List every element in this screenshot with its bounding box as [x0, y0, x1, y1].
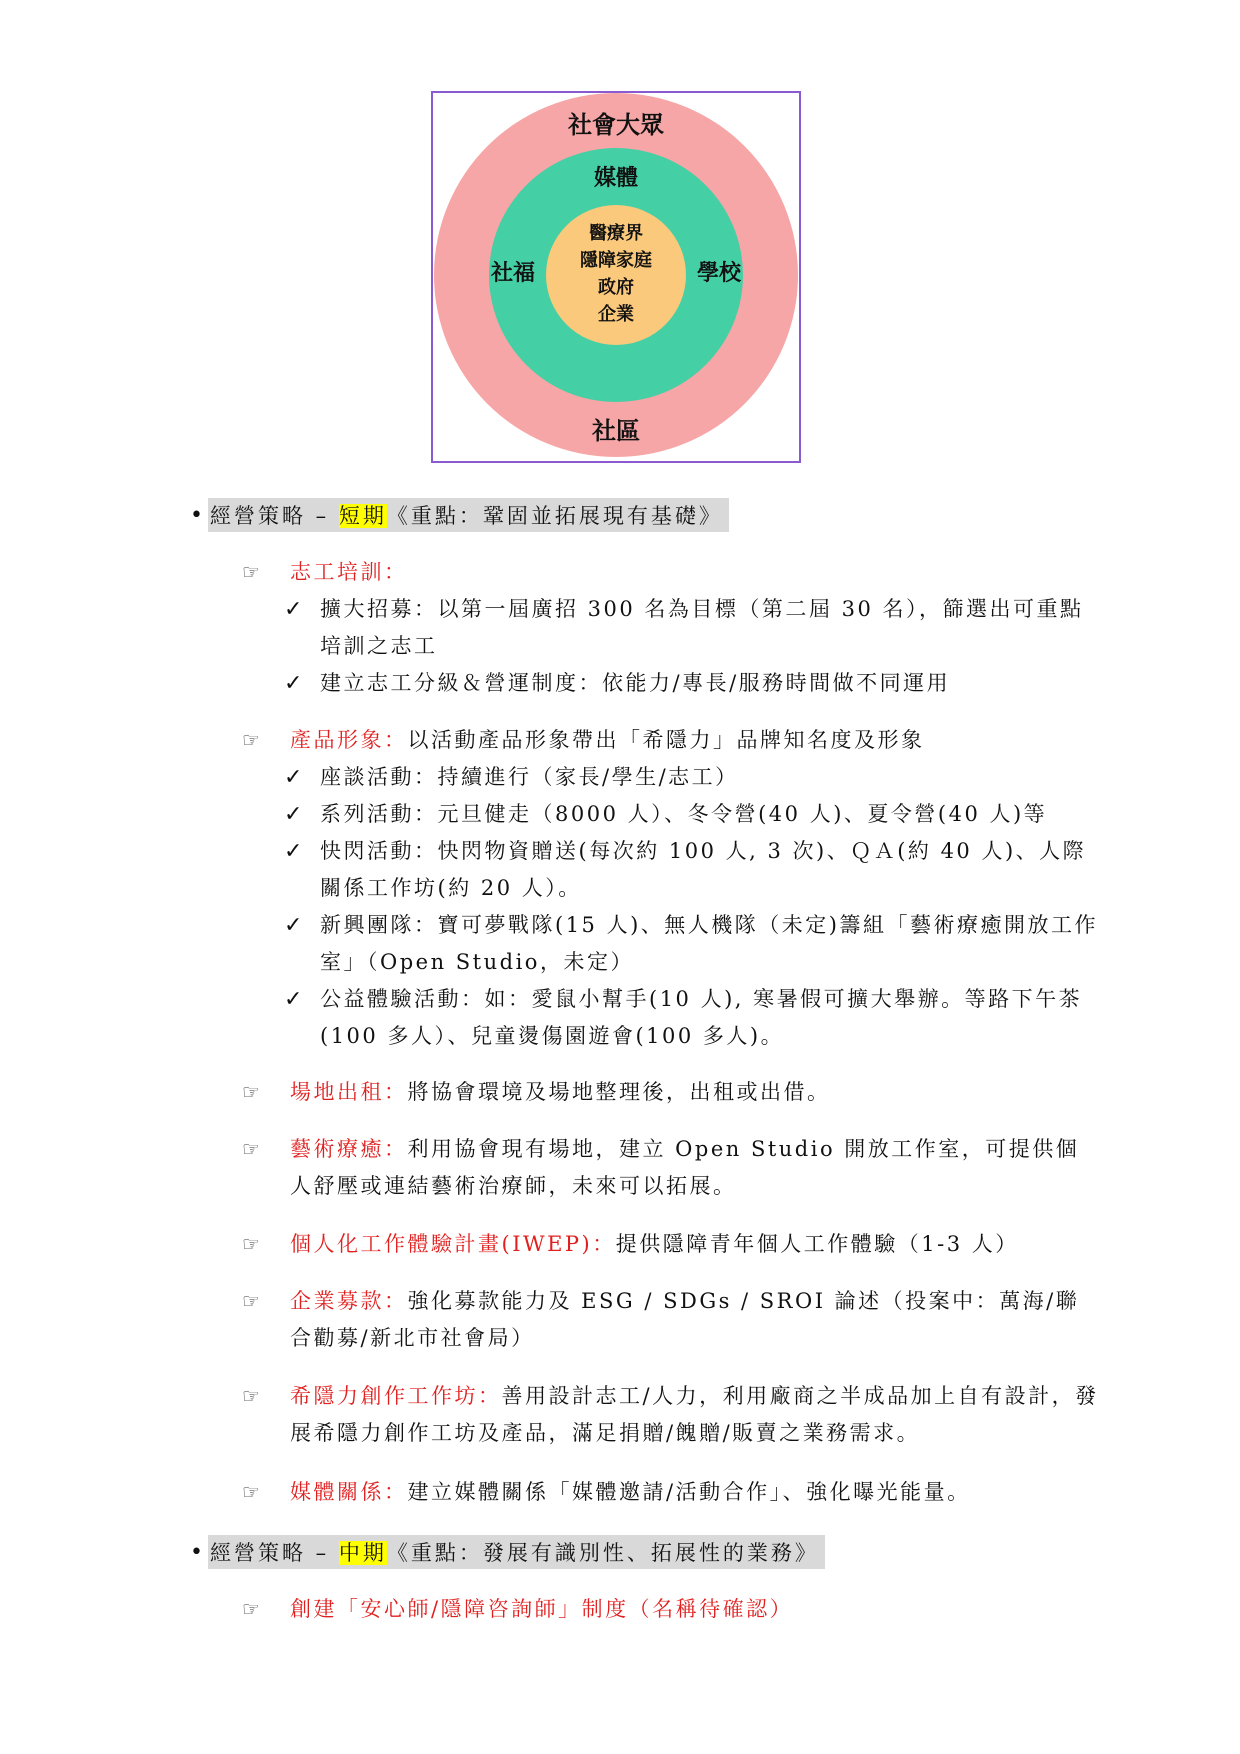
bullet-icon: • [190, 1539, 203, 1565]
check-icon: ✓ [284, 671, 303, 696]
pointing-hand-icon: ☞ [242, 1080, 263, 1104]
pointing-hand-icon: ☞ [242, 728, 263, 752]
diagram-svg [433, 93, 799, 461]
middle-top-label: 媒體 [593, 166, 639, 191]
pointing-hand-icon: ☞ [242, 560, 263, 584]
pointing-hand-icon: ☞ [242, 1232, 263, 1256]
pointing-hand-icon: ☞ [242, 1137, 263, 1161]
strategy-title: 經營策略 – 短期《重點：鞏固並拓展現有基礎》 [208, 498, 729, 532]
middle-left-label: 社福 [490, 261, 536, 286]
item-text: 以活動產品形象帶出「希隱力」品牌知名度及形象 [407, 728, 925, 752]
sub-item: 公益體驗活動：如：愛鼠小幫手(10 人), 寒暑假可擴大舉辦。等路下午茶(100 多人）、兒童燙傷園遊會(100 多人)。 [320, 987, 1083, 1048]
item-text: 利用協會現有場地，建立 Open Studio 開放工作室，可提供個人舒壓或連結藝術治療師，未來可以拓展。 [290, 1137, 1080, 1198]
bullet-icon: • [190, 502, 203, 528]
stakeholder-circle-diagram [431, 91, 801, 463]
item-text: 提供隱障青年個人工作體驗（1-3 人） [615, 1232, 1019, 1256]
strategy-title: 經營策略 – 中期《重點：發展有識別性、拓展性的業務》 [208, 1535, 825, 1569]
check-icon: ✓ [284, 839, 303, 864]
item-title: 媒體關係： [290, 1480, 408, 1504]
item-text: 將協會環境及場地整理後，出租或出借。 [407, 1080, 831, 1104]
item-title: 希隱力創作工作坊： [290, 1384, 502, 1408]
item-text: 強化募款能力及 ESG / SDGs / SROI 論述（投案中：萬海/聯合勸募/新北市社會局） [290, 1289, 1080, 1350]
item-media-relations [242, 1474, 1102, 1511]
item-title: 藝術療癒： [290, 1137, 408, 1161]
item-title: 場地出租： [290, 1080, 408, 1104]
check-icon: ✓ [284, 765, 303, 790]
sub-item: 新興團隊：寶可夢戰隊(15 人)、無人機隊（未定)籌組「藝術療癒開放工作室」（Open Studio，未定） [320, 913, 1098, 974]
inner-label-1: 醫療界 [589, 223, 643, 244]
middle-right-label: 學校 [696, 261, 742, 286]
item-title: 個人化工作體驗計畫(IWEP)： [290, 1232, 616, 1256]
item-title: 創建「安心師/隱障咨詢師」制度（名稱待確認） [290, 1597, 794, 1621]
mid-term-heading [190, 1536, 825, 1568]
sub-item: 快閃活動：快閃物資贈送(每次約 100 人, 3 次)、ＱＡ(約 40 人)、人際關係工作坊(約 20 人）。 [320, 839, 1087, 900]
pointing-hand-icon: ☞ [242, 1480, 263, 1504]
item-corporate-fundraising [242, 1283, 1102, 1357]
item-volunteer-training [242, 554, 1102, 591]
sub-item: 系列活動：元旦健走（8000 人）、冬令營(40 人)、夏令營(40 人)等 [320, 802, 1048, 826]
mid-term-highlight: 中期 [338, 1541, 387, 1565]
item-title: 企業募款： [290, 1289, 408, 1313]
outer-bottom-label: 社區 [592, 417, 640, 445]
item-text: 建立媒體關係「媒體邀請/活動合作」、強化曝光能量。 [407, 1480, 971, 1504]
check-icon: ✓ [284, 802, 303, 827]
inner-label-2: 隱障家庭 [580, 250, 652, 271]
item-title: 產品形象： [290, 728, 408, 752]
inner-label-4: 企業 [598, 304, 634, 325]
item-counselor-system [242, 1591, 1102, 1628]
inner-label-3: 政府 [598, 277, 634, 298]
check-icon: ✓ [284, 597, 303, 622]
item-iwep [242, 1226, 1102, 1263]
short-term-heading [190, 499, 729, 531]
item-creative-workshop [242, 1378, 1102, 1452]
check-icon: ✓ [284, 913, 303, 938]
outer-top-label: 社會大眾 [568, 111, 664, 139]
sub-item: 建立志工分級＆營運制度：依能力/專長/服務時間做不同運用 [320, 671, 951, 695]
pointing-hand-icon: ☞ [242, 1597, 263, 1621]
short-term-highlight: 短期 [338, 504, 387, 528]
sub-item: 座談活動：持續進行（家長/學生/志工） [320, 765, 739, 789]
item-title: 志工培訓： [290, 560, 408, 584]
pointing-hand-icon: ☞ [242, 1384, 263, 1408]
item-venue-rental [242, 1074, 1102, 1111]
pointing-hand-icon: ☞ [242, 1289, 263, 1313]
item-text: 善用設計志工/人力，利用廠商之半成品加上自有設計，發展希隱力創作工坊及產品，滿足捐贈/餽贈/販賣之業務需求。 [290, 1384, 1099, 1445]
item-product-image [242, 722, 1102, 759]
item-art-therapy [242, 1131, 1102, 1205]
check-icon: ✓ [284, 987, 303, 1012]
sub-item: 擴大招募：以第一屆廣招 300 名為目標（第二屆 30 名），篩選出可重點培訓之志工 [320, 597, 1084, 658]
